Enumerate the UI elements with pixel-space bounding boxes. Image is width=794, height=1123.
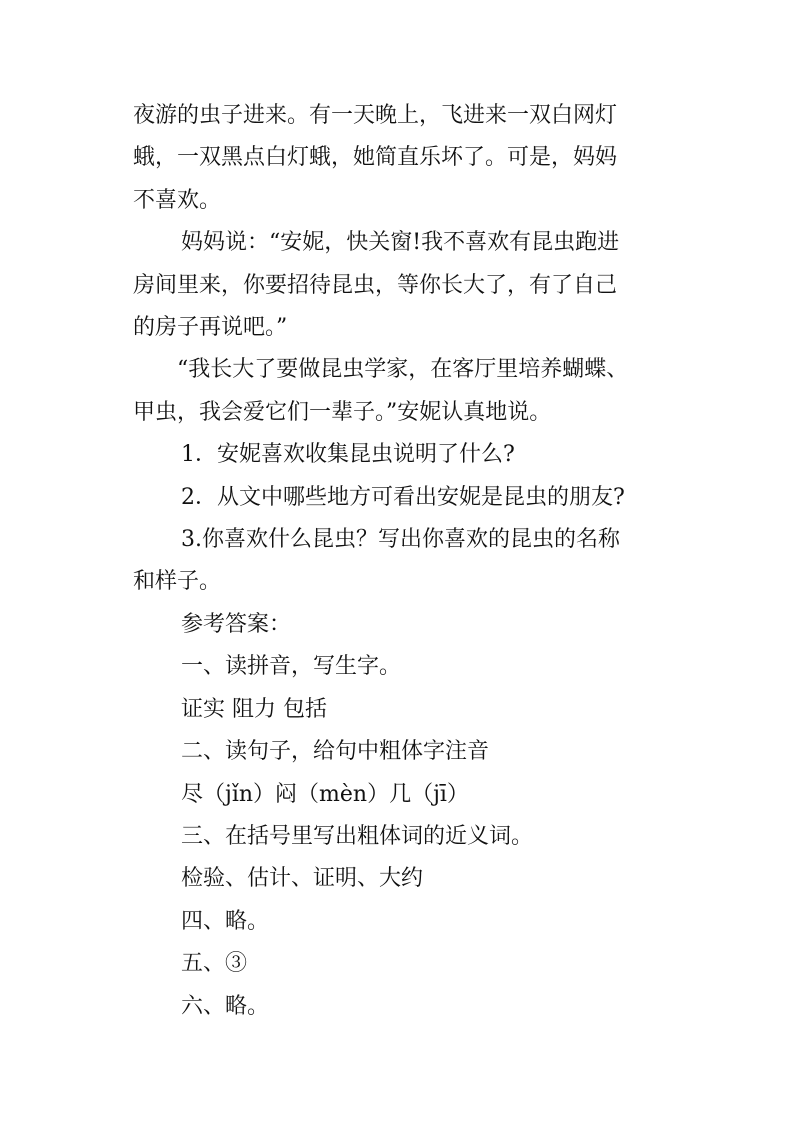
answer-2-heading: 二、读句子，给句中粗体字注音 <box>181 739 490 765</box>
question-2: 2．从文中哪些地方可看出安妮是昆虫的朋友? <box>181 484 625 510</box>
question-1: 1．安妮喜欢收集昆虫说明了什么? <box>181 442 515 468</box>
text-line-6: 的房子再说吧。” <box>133 315 288 341</box>
answer-3-heading: 三、在括号里写出粗体词的近义词。 <box>181 823 534 849</box>
answer-2-content: 尽（jǐn）闷（mèn）几（jī） <box>181 781 469 807</box>
answer-4: 四、略。 <box>181 908 270 934</box>
answer-6: 六、略。 <box>181 993 270 1019</box>
answer-5: 五、③ <box>181 951 248 977</box>
text-line-3: 不喜欢。 <box>133 187 222 213</box>
text-line-8: 甲虫，我会爱它们一辈子。”安妮认真地说。 <box>133 399 552 425</box>
text-line-7: “我长大了要做昆虫学家，在客厅里培养蝴蝶、 <box>177 357 629 383</box>
text-line-1: 夜游的虫子进来。有一天晚上，飞进来一双白网灯 <box>133 103 618 128</box>
document-body <box>133 95 673 1028</box>
question-3-continued: 和样子。 <box>133 569 222 595</box>
text-line-5: 房间里来，你要招待昆虫，等你长大了，有了自己 <box>133 272 618 298</box>
answers-heading: 参考答案： <box>181 611 292 637</box>
answer-3-content: 检验、估计、证明、大约 <box>181 866 424 892</box>
text-line-4: 妈妈说：“安妮，快关窗!我不喜欢有昆虫跑进 <box>181 230 620 256</box>
answer-1-content: 证实 阻力 包括 <box>181 696 327 722</box>
answer-1-heading: 一、读拼音，写生字。 <box>181 654 402 680</box>
question-3: 3.你喜欢什么昆虫？写出你喜欢的昆虫的名称 <box>181 527 620 553</box>
text-line-2: 蛾，一双黑点白灯蛾，她简直乐坏了。可是，妈妈 <box>133 145 618 171</box>
